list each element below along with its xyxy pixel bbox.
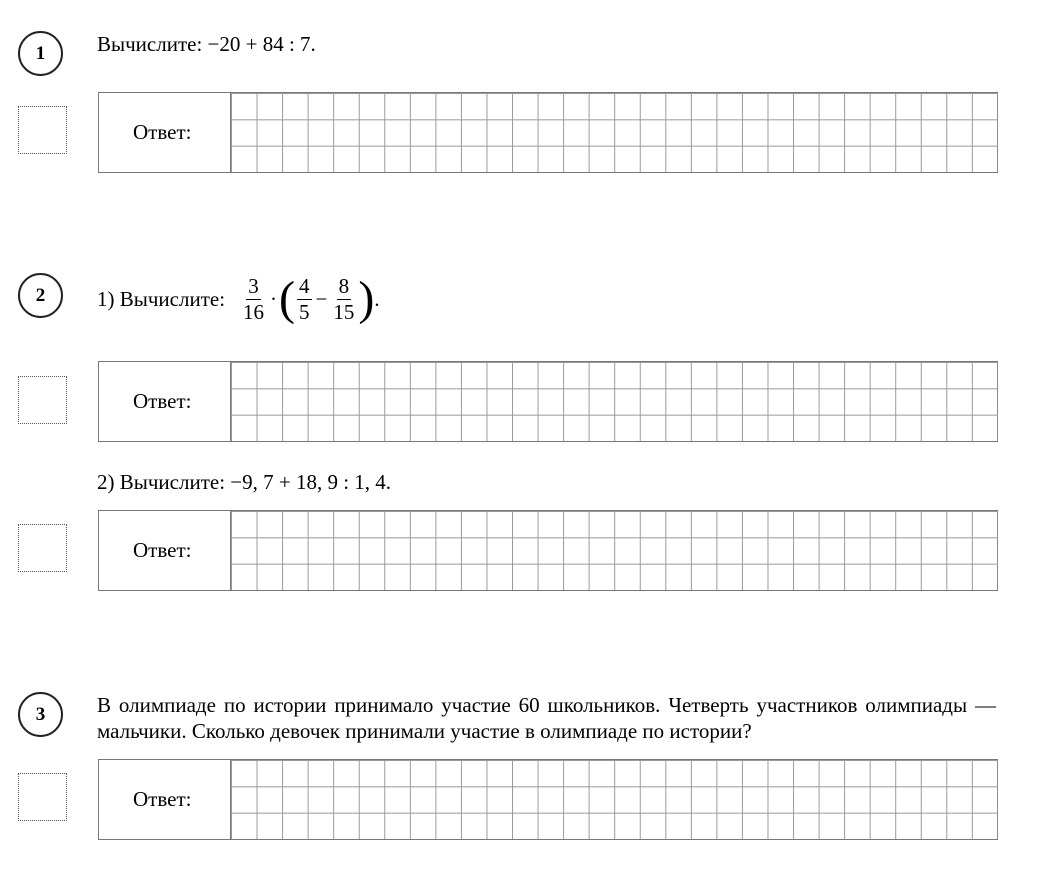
answer-grid-3[interactable] <box>230 760 998 839</box>
task-number-2: 2 <box>18 273 63 318</box>
task-number-3: 3 <box>18 692 63 737</box>
task-number-1: 1 <box>18 31 63 76</box>
task-2-part-1-text: 1) Вычислите: $\frac{3}{16}$ · ( $\frac{4}{5}$ − $\frac{8}{15}$ ) . <box>97 272 380 325</box>
task-3-text: В олимпиаде по истории принимало участие 60 школьников. Четверть участников олимпиады — мальчики. Сколько девочек принимали участие в олимпиаде по истории? <box>97 693 996 743</box>
task-2-part-1-prefix: 1) Вычислите: <box>97 286 226 311</box>
task-1-text: Вычислите: −20 + 84 : 7. <box>97 32 316 56</box>
fraction-3: $\frac{8}{15}$ <box>333 274 355 324</box>
fraction-2: $\frac{4}{5}$ <box>299 274 310 324</box>
answer-grid-2-2[interactable] <box>230 511 998 590</box>
answer-label: Ответ: <box>133 120 192 144</box>
fraction-1: $\frac{3}{16}$ <box>243 274 265 324</box>
answer-box-3 <box>98 759 998 840</box>
score-box-3[interactable] <box>18 773 67 821</box>
answer-label: Ответ: <box>133 538 192 562</box>
answer-grid-1[interactable] <box>230 93 998 172</box>
answer-box-1 <box>98 92 998 173</box>
answer-label: Ответ: <box>133 389 192 413</box>
task-2-part-2-text: 2) Вычислите: −9, 7 + 18, 9 : 1, 4. <box>97 470 392 494</box>
answer-grid-2-1[interactable] <box>230 362 998 441</box>
answer-box-2-1 <box>98 361 998 442</box>
score-box-2-1[interactable] <box>18 376 67 424</box>
score-box-1[interactable] <box>18 106 67 154</box>
score-box-2-2[interactable] <box>18 524 67 572</box>
answer-label: Ответ: <box>133 787 192 811</box>
answer-box-2-2 <box>98 510 998 591</box>
